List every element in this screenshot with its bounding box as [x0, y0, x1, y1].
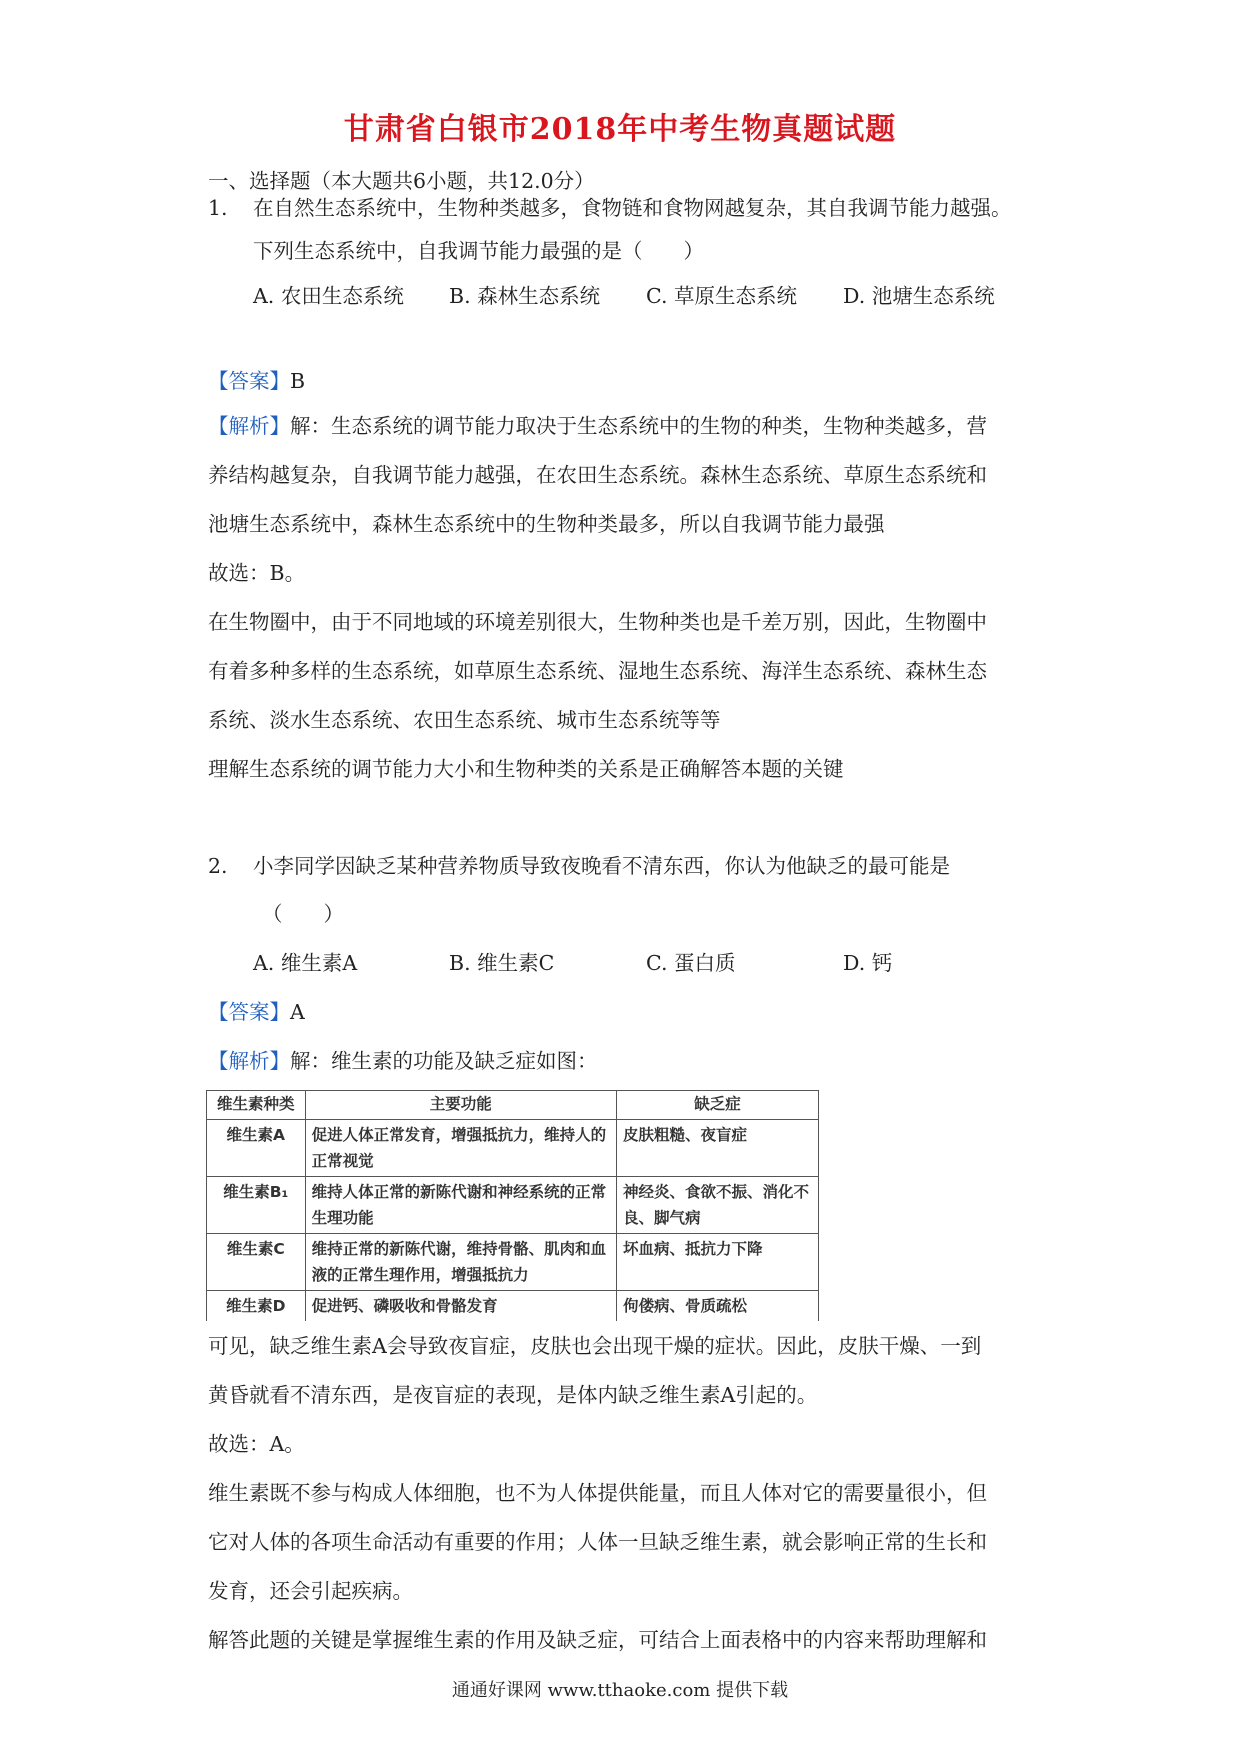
table-cell-vitamin: 维生素A: [207, 1120, 306, 1177]
analysis-tag: 【解析】: [208, 414, 290, 438]
answer-value: B: [290, 369, 306, 393]
table-cell-vitamin: 维生素B₁: [207, 1177, 306, 1234]
question-2-stem-line1: 小李同学因缺乏某种营养物质导致夜晚看不清东西，你认为他缺乏的最可能是: [253, 854, 950, 878]
table-row: [207, 1177, 819, 1234]
analysis-tag: 【解析】: [208, 1049, 290, 1073]
table-header-cell: 缺乏症: [616, 1091, 818, 1120]
table-cell-deficiency: 皮肤粗糙、夜盲症: [616, 1120, 818, 1177]
question-1-stem-line2: 下列生态系统中，自我调节能力最强的是（ ）: [253, 239, 704, 263]
answer-tag: 【答案】: [208, 1000, 290, 1024]
page-footer: 通通好课网 www.tthaoke.com 提供下载: [451, 1680, 789, 1701]
question-2-option-a: A. 维生素A: [253, 951, 358, 975]
question-2-choice: 故选：A。: [208, 1432, 305, 1456]
table-row: [207, 1234, 819, 1291]
question-1-analysis-line1: [208, 411, 987, 441]
table-row: [207, 1120, 819, 1177]
question-2-after-line1: 可见，缺乏维生素A会导致夜盲症，皮肤也会出现干燥的症状。因此，皮肤干燥、一到: [208, 1334, 982, 1358]
table-header-row: [207, 1091, 819, 1120]
table-cell-deficiency: 坏血病、抵抗力下降: [616, 1234, 818, 1291]
question-2-analysis-line1: [208, 1046, 598, 1076]
table-cell-function: 促进钙、磷吸收和骨骼发育: [305, 1291, 616, 1322]
table-header-cell: 主要功能: [305, 1091, 616, 1120]
answer-value: A: [290, 1000, 305, 1024]
question-2-note-line3: 发育，还会引起疾病。: [208, 1579, 413, 1603]
question-1-option-c: C. 草原生态系统: [646, 284, 797, 308]
vitamin-table: [206, 1090, 819, 1321]
analysis-text: 解：生态系统的调节能力取决于生态系统中的生物的种类，生物种类越多，营: [290, 414, 987, 438]
question-2-option-d: D. 钙: [843, 951, 893, 975]
answer-tag: 【答案】: [208, 369, 290, 393]
question-1-note-line1: 在生物圈中，由于不同地域的环境差别很大，生物种类也是千差万别，因此，生物圈中: [208, 610, 987, 634]
question-2-note-line2: 它对人体的各项生命活动有重要的作用；人体一旦缺乏维生素，就会影响正常的生长和: [208, 1530, 987, 1554]
analysis-text: 解：维生素的功能及缺乏症如图：: [290, 1049, 598, 1073]
question-1-option-d: D. 池塘生态系统: [843, 284, 995, 308]
table-cell-function: 促进人体正常发育，增强抵抗力，维持人的正常视觉: [305, 1120, 616, 1177]
table-cell-vitamin: 维生素C: [207, 1234, 306, 1291]
question-1-option-b: B. 森林生态系统: [449, 284, 601, 308]
question-1-option-a: A. 农田生态系统: [253, 284, 404, 308]
question-1-key: 理解生态系统的调节能力大小和生物种类的关系是正确解答本题的关键: [208, 757, 844, 781]
question-2-option-b: B. 维生素C: [449, 951, 555, 975]
question-2-stem-line2: （ ）: [262, 902, 344, 926]
question-1-answer: [208, 366, 305, 396]
question-2-number: 2.: [208, 854, 228, 878]
table-row: [207, 1291, 819, 1322]
question-1-analysis-line3: 池塘生态系统中，森林生态系统中的生物种类最多，所以自我调节能力最强: [208, 512, 885, 536]
question-1-number: 1.: [208, 196, 228, 220]
table-cell-vitamin: 维生素D: [207, 1291, 306, 1322]
table-cell-deficiency: 神经炎、食欲不振、消化不良、脚气病: [616, 1177, 818, 1234]
question-2-key-line1: 解答此题的关键是掌握维生素的作用及缺乏症，可结合上面表格中的内容来帮助理解和: [208, 1628, 987, 1652]
question-2-option-c: C. 蛋白质: [646, 951, 736, 975]
page-title: 甘肃省白银市2018年中考生物真题试题: [343, 112, 897, 147]
table-cell-function: 维持正常的新陈代谢，维持骨骼、肌肉和血液的正常生理作用，增强抵抗力: [305, 1234, 616, 1291]
question-1-stem-line1: 在自然生态系统中，生物种类越多，食物链和食物网越复杂，其自我调节能力越强。: [253, 196, 1012, 220]
question-1-note-line2: 有着多种多样的生态系统，如草原生态系统、湿地生态系统、海洋生态系统、森林生态: [208, 659, 987, 683]
section-header: 一、选择题（本大题共6小题，共12.0分）: [208, 169, 595, 193]
table-header-cell: 维生素种类: [207, 1091, 306, 1120]
question-2-note-line1: 维生素既不参与构成人体细胞，也不为人体提供能量，而且人体对它的需要量很小，但: [208, 1481, 987, 1505]
table-cell-function: 维持人体正常的新陈代谢和神经系统的正常生理功能: [305, 1177, 616, 1234]
question-1-choice: 故选：B。: [208, 561, 306, 585]
question-2-after-line2: 黄昏就看不清东西，是夜盲症的表现，是体内缺乏维生素A引起的。: [208, 1383, 818, 1407]
question-1-note-line3: 系统、淡水生态系统、农田生态系统、城市生态系统等等: [208, 708, 721, 732]
table-cell-deficiency: 佝偻病、骨质疏松: [616, 1291, 818, 1322]
question-2-answer: [208, 997, 305, 1027]
question-1-analysis-line2: 养结构越复杂，自我调节能力越强，在农田生态系统。森林生态系统、草原生态系统和: [208, 463, 987, 487]
